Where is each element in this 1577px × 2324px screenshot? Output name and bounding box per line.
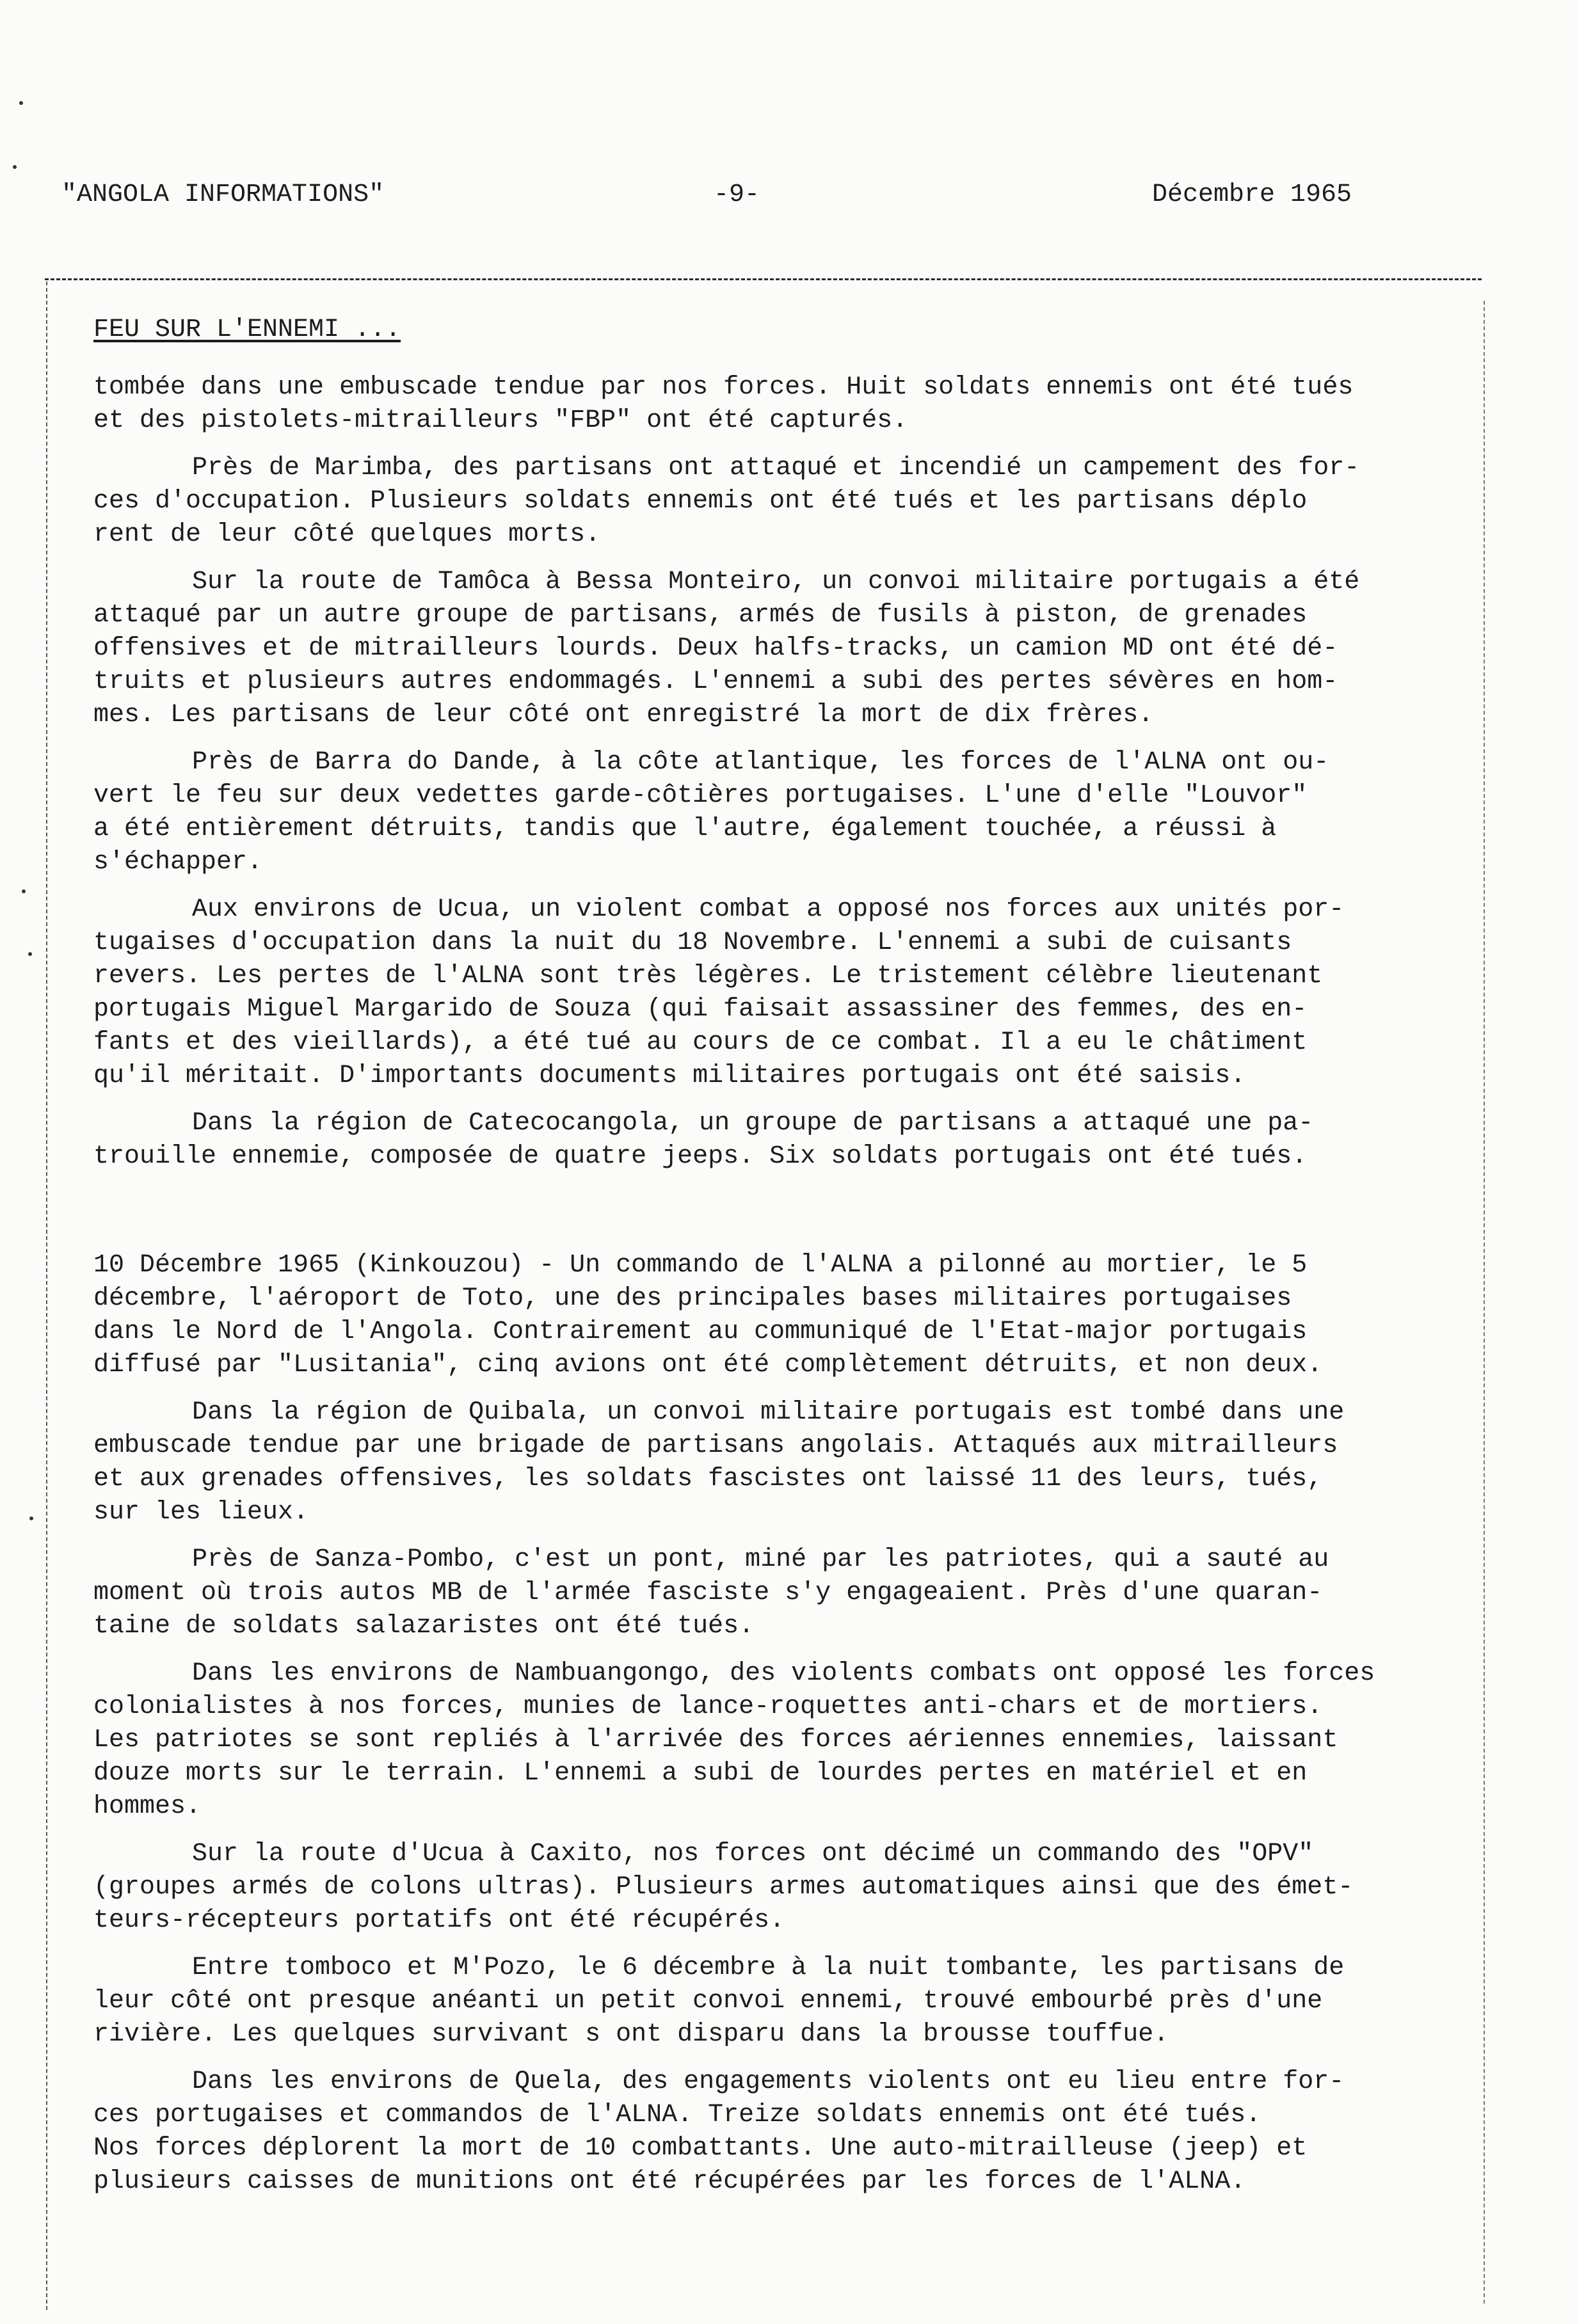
header-rule	[45, 278, 1482, 280]
page-header	[0, 180, 1577, 219]
text-line: plusieurs caisses de munitions ont été récupérées par les forces de l'ALNA.	[93, 2167, 1246, 2196]
text-line: douze morts sur le terrain. L'ennemi a subi de lourdes pertes en matériel et en	[93, 1759, 1308, 1788]
text-line: Près de Sanza-Pombo, c'est un pont, miné par les patriotes, qui a sauté au	[192, 1545, 1329, 1574]
text-line: décembre, l'aéroport de Toto, une des principales bases militaires portugaises	[93, 1284, 1292, 1313]
text-line: Dans la région de Catecocangola, un groupe de partisans a attaqué une pa-	[192, 1109, 1314, 1138]
text-line: (groupes armés de colons ultras). Plusieurs armes automatiques ainsi que des émet-	[93, 1873, 1354, 1902]
text-line: trouille ennemie, composée de quatre jeeps. Six soldats portugais ont été tués.	[93, 1142, 1308, 1171]
text-line: a été entièrement détruits, tandis que l'autre, également touchée, a réussi à	[93, 815, 1277, 843]
paragraph	[93, 371, 1489, 438]
scan-speck	[19, 101, 23, 105]
paragraph	[93, 1107, 1489, 1174]
text-line: vert le feu sur deux vedettes garde-côtières portugaises. L'une d'elle "Louvor"	[93, 781, 1308, 810]
text-line: tugaises d'occupation dans la nuit du 18 Novembre. L'ennemi a subi de cuisants	[93, 928, 1292, 957]
text-line: hommes.	[93, 1792, 202, 1821]
text-line: Dans les environs de Quela, des engagements violents ont eu lieu entre for-	[192, 2067, 1345, 2096]
text-line: sur les lieux.	[93, 1498, 309, 1527]
text-line: Sur la route de Tamôca à Bessa Monteiro, un convoi militaire portugais a été	[192, 568, 1360, 596]
text-line: revers. Les pertes de l'ALNA sont très légères. Le tristement célèbre lieutenant	[93, 962, 1323, 991]
text-line: fants et des vieillards), a été tué au cours de ce combat. Il a eu le châtiment	[93, 1028, 1308, 1057]
paragraph	[93, 1396, 1489, 1529]
issue-date: Décembre 1965	[1152, 180, 1352, 209]
text-line: Aux environs de Ucua, un violent combat a opposé nos forces aux unités por-	[192, 895, 1345, 924]
paragraph	[93, 452, 1489, 552]
text-line: qu'il méritait. D'importants documents militaires portugais ont été saisis.	[93, 1062, 1246, 1090]
text-line: Près de Barra do Dande, à la côte atlantique, les forces de l'ALNA ont ou-	[192, 748, 1329, 777]
report-block-2	[93, 1249, 1489, 2199]
text-line: 10 Décembre 1965 (Kinkouzou) - Un commando de l'ALNA a pilonné au mortier, le 5	[93, 1251, 1308, 1280]
text-line: Nos forces déplorent la mort de 10 combattants. Une auto-mitrailleuse (jeep) et	[93, 2134, 1308, 2163]
text-line: leur côté ont presque anéanti un petit convoi ennemi, trouvé embourbé près d'une	[93, 1987, 1323, 2016]
text-line: rivière. Les quelques survivant s ont disparu dans la brousse touffue.	[93, 2020, 1169, 2049]
scan-speck	[29, 1516, 33, 1520]
text-line: moment où trois autos MB de l'armée fasciste s'y engageaient. Près d'une quaran-	[93, 1579, 1323, 1607]
text-line: Sur la route d'Ucua à Caxito, nos forces ont décimé un commando des "OPV"	[192, 1840, 1314, 1868]
paragraph	[93, 1952, 1489, 2051]
report-block-1	[93, 371, 1489, 1174]
scan-speck	[13, 165, 17, 169]
text-line: mes. Les partisans de leur côté ont enregistré la mort de dix frères.	[93, 701, 1154, 729]
text-line: offensives et de mitrailleurs lourds. Deux halfs-tracks, un camion MD ont été dé-	[93, 634, 1338, 663]
text-line: portugais Miguel Margarido de Souza (qui faisait assassiner des femmes, des en-	[93, 995, 1308, 1024]
block-separator	[93, 1188, 1489, 1249]
paragraph	[93, 893, 1489, 1093]
text-line: ces portugaises et commandos de l'ALNA. Treize soldats ennemis ont été tués.	[93, 2101, 1261, 2129]
text-line: Près de Marimba, des partisans ont attaqué et incendié un campement des for-	[192, 454, 1360, 482]
paragraph	[93, 566, 1489, 732]
text-line: et aux grenades offensives, les soldats fascistes ont laissé 11 des leurs, tués,	[93, 1465, 1323, 1493]
text-line: rent de leur côté quelques morts.	[93, 520, 601, 549]
text-line: teurs-récepteurs portatifs ont été récupérés.	[93, 1906, 785, 1935]
text-line: colonialistes à nos forces, munies de lance-roquettes anti-chars et de mortiers.	[93, 1692, 1323, 1721]
publication-title: "ANGOLA INFORMATIONS"	[61, 180, 385, 209]
scan-speck	[22, 889, 26, 893]
text-line: ces d'occupation. Plusieurs soldats ennemis ont été tués et les partisans déplo	[93, 487, 1308, 516]
text-line: Dans les environs de Nambuangongo, des violents combats ont opposé les forces	[192, 1659, 1375, 1688]
text-line: taine de soldats salazaristes ont été tués.	[93, 1612, 755, 1641]
left-frame-border	[46, 282, 47, 2310]
text-line: et des pistolets-mitrailleurs "FBP" ont été capturés.	[93, 406, 908, 435]
paragraph	[93, 1657, 1489, 1824]
article-body	[93, 314, 1489, 2213]
text-line: Entre tomboco et M'Pozo, le 6 décembre à la nuit tombante, les partisans de	[192, 1954, 1345, 1982]
text-line: attaqué par un autre groupe de partisans, armés de fusils à piston, de grenades	[93, 601, 1308, 630]
text-line: Les patriotes se sont repliés à l'arrivée des forces aériennes ennemies, laissant	[93, 1726, 1338, 1755]
paragraph	[93, 2065, 1489, 2199]
text-line: diffusé par "Lusitania", cinq avions ont été complètement détruits, et non deux.	[93, 1351, 1323, 1380]
text-line: embuscade tendue par une brigade de partisans angolais. Attaqués aux mitrailleurs	[93, 1431, 1338, 1460]
section-title: FEU SUR L'ENNEMI ...	[93, 315, 401, 344]
text-line: tombée dans une embuscade tendue par nos forces. Huit soldats ennemis ont été tués	[93, 373, 1354, 402]
text-line: Dans la région de Quibala, un convoi militaire portugais est tombé dans une	[192, 1398, 1345, 1427]
scan-speck	[28, 952, 32, 956]
paragraph	[93, 1249, 1489, 1382]
paragraph	[93, 1838, 1489, 1938]
text-line: s'échapper.	[93, 848, 263, 877]
text-line: truits et plusieurs autres endommagés. L'ennemi a subi des pertes sévères en hom-	[93, 667, 1338, 696]
text-line: dans le Nord de l'Angola. Contrairement au communiqué de l'Etat-major portugais	[93, 1317, 1308, 1346]
paragraph	[93, 1543, 1489, 1643]
paragraph	[93, 746, 1489, 879]
page-number: -9-	[714, 180, 760, 209]
